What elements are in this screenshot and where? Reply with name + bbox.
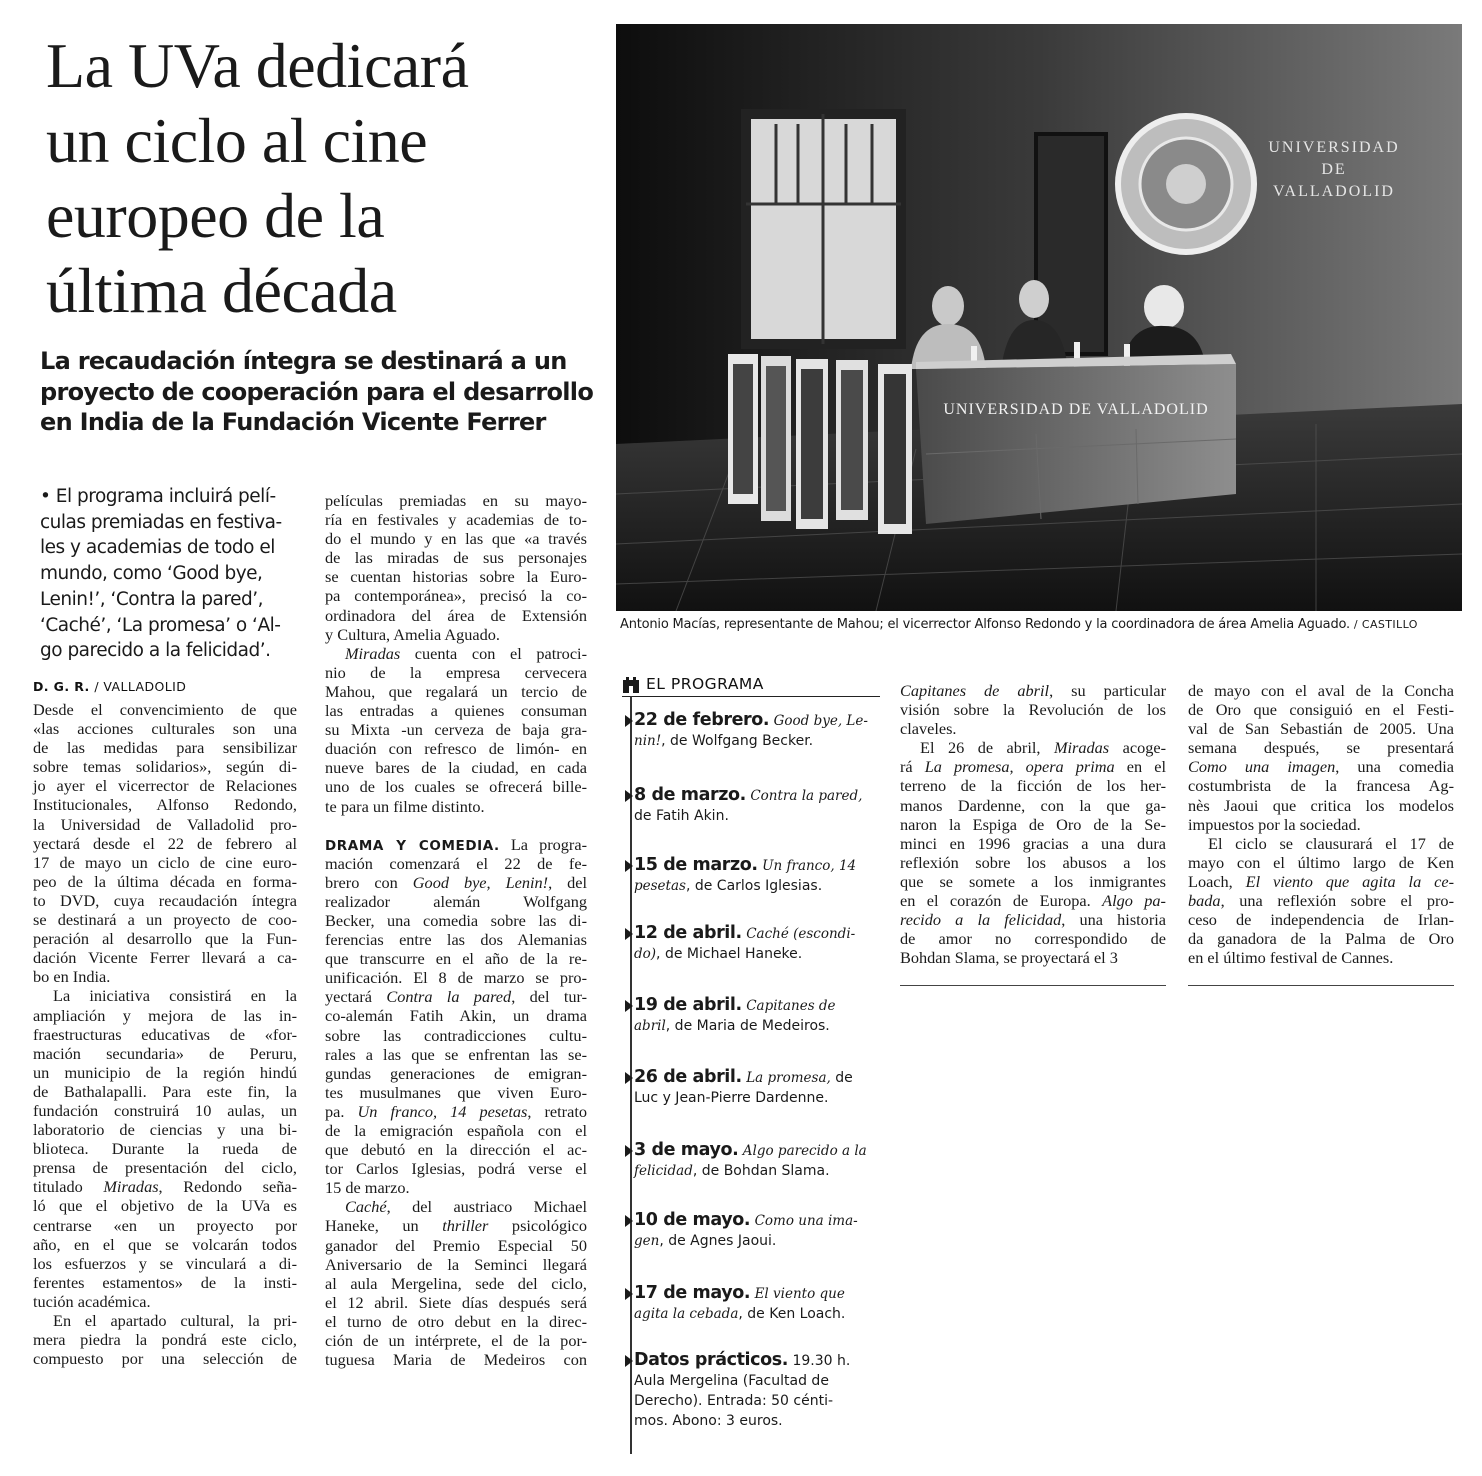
text-line: tor Carlos Iglesias, podrá verse el [325,1159,587,1179]
article-column-1 [33,700,297,1368]
text-line: un municipio de la región hindú [33,1062,297,1082]
program-film-cont: felicidad [634,1163,693,1179]
article-column-4 [1188,681,1454,967]
text-line: Desde el convencimiento de que [33,700,297,719]
headline [46,28,606,328]
text-line: Aniversario de la Seminci llegará [325,1254,587,1274]
text-line: co-alemán Fatih Akin, un drama [325,1006,587,1026]
program-item [634,995,878,1036]
text-line: ferentes estamentos» de la insti- [33,1272,297,1292]
text-line: impuestos por la sociedad. [1188,814,1361,834]
practical-line: Aula Mergelina (Facultad de [634,1373,829,1389]
text-line: al aula Mergelina, sede del ciclo, [325,1273,587,1293]
practical-heading: Datos prácticos. [634,1350,788,1370]
bullet-arrow-icon [625,1355,633,1367]
program-director: , de Maria de Medeiros. [665,1018,830,1034]
text-line: rá La promesa, opera prima en el [900,757,1166,777]
text-line: se destinará a un proyecto de coo- [33,910,297,930]
program-film-cont: agita la cebada [634,1306,739,1322]
bullet-arrow-icon [625,1072,633,1084]
text-line: Como una imagen, una comedia [1188,757,1454,777]
bullet-arrow-icon [625,860,633,872]
program-item [634,1210,878,1251]
text-line: yectará Contra la pared, del tur- [325,987,587,1007]
program-director: , de Michael Haneke. [656,946,803,962]
program-film: El viento que [754,1286,845,1302]
program-director: , de Wolfgang Becker. [661,733,814,749]
program-line-2 [634,1088,878,1108]
program-director: de Fatih Akin. [634,808,729,824]
program-line-1 [634,995,878,1016]
program-line-2 [634,806,878,826]
program-director: de [830,1070,853,1086]
text-line: rales a las que se enfrentan las se- [325,1044,587,1064]
text-line: La iniciativa consistirá en la [53,986,297,1006]
text-line: Miradas cuenta con el patroci- [345,643,587,663]
text-line: bo en India. [33,967,111,987]
lead-line: culas premiadas en festiva- [40,511,282,533]
text-line: la Universidad de Valladolid pro- [33,814,297,834]
text-line: de las miradas de sus personajes [325,548,587,568]
program-line-2 [634,1161,878,1181]
text-line: en el último festival de Cannes. [1188,948,1394,968]
program-director: Luc y Jean-Pierre Dardenne. [634,1090,829,1106]
practical-time: 19.30 h. [792,1353,851,1369]
program-line-1 [634,923,878,944]
text-line: fundación construirá 10 aulas, un [33,1100,297,1120]
text-line: y Cultura, Amelia Aguado. [325,624,500,644]
text-line: ceso de independencia de Irlan- [1188,910,1454,930]
program-date: 10 de mayo. [634,1210,751,1230]
text-line: do el mundo y en las que «a través [325,529,587,549]
text-line: de Oro que consiguió en el Festi- [1188,700,1454,720]
text-line: ampliación y mejora de las in- [33,1005,297,1025]
text-line: se cuentan historias sobre la Euro- [325,567,587,587]
program-line-1 [634,785,878,806]
bullet-arrow-icon [625,928,633,940]
text-line: que transcurre en el año de la re- [325,949,587,969]
headline-line: un ciclo al cine [46,105,428,176]
practical-line: mos. Abono: 3 euros. [634,1413,783,1429]
text-line: sobre temas solidarios», según di- [33,757,297,777]
text-line: nès Jaoui que critica los modelos [1188,795,1454,815]
text-line: claveles. [900,719,957,739]
article-column-3 [900,681,1166,967]
program-line-1 [634,1210,878,1231]
program-film-cont: gen [634,1233,660,1249]
text-line: terreno de la ficción de los her- [900,776,1166,796]
program-item [634,1283,878,1324]
text-line: visión sobre la Revolución de los [900,700,1166,720]
text-line: gundas generaciones de emigran- [325,1063,587,1083]
text-line: ló que el objetivo de la UVa es [33,1196,297,1216]
subtitle [40,346,600,438]
program-date: 26 de abril. [634,1067,742,1087]
photo-caption [620,617,1460,632]
program-film: Caché (escondi- [746,926,856,942]
program-film: Capitanes de [746,998,836,1014]
program-director: , de Bohdan Slama. [692,1163,830,1179]
text-line: su Mixta -un cerveza de baja gra- [325,720,587,740]
program-film-cont: do) [634,946,657,962]
program-sidebar [622,674,880,1454]
program-line-2 [634,944,878,964]
program-film: Como una ima- [754,1213,858,1229]
text-line: el 12 abril. Siete días después será [325,1292,587,1312]
practical-line: Derecho). Entrada: 50 cénti- [634,1393,834,1409]
text-line: ordinadora del área de Extensión [325,605,587,625]
text-line: mación comenzará el 22 de fe- [325,853,587,873]
text-line: duación con refresco de limón- en [325,739,587,759]
lead-line: go parecido a la felicidad’. [40,640,271,662]
lead-line: • El programa incluirá pelí- [40,486,276,507]
program-date: 19 de abril. [634,995,742,1015]
text-line: que se somete a los inmigrantes [900,871,1166,891]
caption-text: Antonio Macías, representante de Mahou; el vicerrector Alfonso Redondo y la coordinadora de área Amelia Aguado. [620,617,1350,632]
text-line: laboratorio de ciencias y una bi- [33,1120,297,1140]
program-date: 12 de abril. [634,923,742,943]
program-line-2 [634,731,878,751]
text-line: Loach, El viento que agita la ce- [1188,871,1454,891]
headline-line: última década [46,255,397,326]
program-line-2 [634,1231,878,1251]
program-date: 3 de mayo. [634,1140,739,1160]
bullet-arrow-icon [625,1000,633,1012]
byline [33,679,186,694]
text-line [325,835,587,854]
text-line: de Bathalapalli. Para este fin, la [33,1081,297,1101]
text-line: compuesto por una selección de [33,1349,297,1369]
desk-text: UNIVERSIDAD DE VALLADOLID [943,401,1209,418]
bullet-arrow-icon [625,1215,633,1227]
program-item [634,1140,878,1181]
program-line-1 [634,855,878,876]
program-line-1 [634,1283,878,1304]
headline-line: La UVa dedicará [46,30,469,101]
text-line: las entradas a quienes consuman [325,701,587,721]
text-line: ría en festivales y academias de to- [325,510,587,530]
program-film: Contra la pared, [750,788,863,804]
program-film-cont: abril [634,1018,666,1034]
castle-icon [622,675,640,697]
text-line: El ciclo se clausurará el 17 de [1208,833,1454,853]
subhead: DRAMA Y COMEDIA. [325,837,500,854]
program-line-2 [634,1016,878,1036]
text-line: yectará desde el 22 de febrero al [33,833,297,853]
photo-credit: / CASTILLO [1353,618,1418,631]
text-line: prensa de presentación del ciclo, [33,1158,297,1178]
text-line: val de San Sebastián de 2005. Una [1188,719,1454,739]
text-line: peración al desarrollo que la Fun- [33,929,297,949]
text-line: películas premiadas en su mayo- [325,491,587,510]
text-line: to DVD, cuya recaudación íntegra [33,890,297,910]
wall-text: UNIVERSIDAD [1268,139,1400,156]
text-line: unificación. El 8 de marzo se pro- [325,968,587,988]
lead-line: Lenin!’, ‘Contra la pared’, [40,588,263,610]
program-director: , de Agnes Jaoui. [659,1233,777,1249]
text-line: blioteca. Durante la rueda de [33,1139,297,1159]
program-film: Good bye, Le- [773,713,868,729]
text-line: ganador del Premio Especial 50 [325,1235,587,1255]
program-date: 17 de mayo. [634,1283,751,1303]
program-header [622,674,880,697]
program-film: La promesa, [746,1070,831,1086]
subtitle-line: en India de la Fundación Vicente Ferrer [40,408,546,436]
program-line-2 [634,1304,878,1324]
program-item [634,785,878,826]
program-item [634,710,878,751]
text-line: dación Vicente Ferrer llevará a ca- [33,948,297,968]
text-line: bada, una reflexión sobre el pro- [1188,891,1454,911]
text-line: mación secundaria» de Peruru, [33,1043,297,1063]
program-line-1 [634,1067,878,1088]
lead-line: ‘Caché’, ‘La promesa’ o ‘Al- [40,614,281,636]
text-line: mayo con el último largo de Ken [1188,852,1454,872]
text-line: reflexión sobre los abusos a los [900,852,1166,872]
text-line: semana después, se presentará [1188,738,1454,758]
wall-text: VALLADOLID [1273,183,1395,200]
lead-line: mundo, como ‘Good bye, [40,563,263,585]
text-line: fraestructuras educativas de «for- [33,1024,297,1044]
text-line: Institucionales, Alfonso Redondo, [33,795,297,815]
text-line: mera piedra la pondrá este ciclo, [33,1330,297,1350]
text-line: manos Dardenne, con la que ga- [900,795,1166,815]
text-line: el turno de otro debut en la direc- [325,1311,587,1331]
program-film: Algo parecido a la [742,1143,867,1159]
subtitle-line: La recaudación íntegra se destinará a un [40,347,567,375]
program-date: 22 de febrero. [634,710,770,730]
text-line: Capitanes de abril, su particular [900,681,1167,700]
program-film: Un franco, 14 [762,858,857,874]
text-line: 17 de mayo un ciclo de cine euro- [33,852,297,872]
column-end-rule [900,985,1166,986]
text-line: año, en el que se volcarán todos [33,1234,297,1254]
byline-place: / VALLADOLID [94,679,187,694]
text-line: que debutó en la dirección el ac- [325,1140,587,1160]
program-film-cont: pesetas [634,878,686,894]
text-line: Mahou, que regalará un tercio de [325,681,587,701]
text-line: Caché, del austriaco Michael [345,1197,587,1217]
text-line: te para un filme distinto. [325,796,485,816]
text-line: nueve bares de la ciudad, en cada [325,758,587,778]
text-line: pa contemporánea», precisó la co- [325,586,587,606]
text-line: de mayo con el aval de la Concha [1188,681,1454,700]
program-line-1 [634,710,878,731]
text-line: centrarse «en un proyecto por [33,1215,297,1235]
program-film-cont: nin! [634,733,662,749]
text-line: nio de la empresa cervecera [325,662,587,682]
practical-line [634,1350,878,1371]
headline-line: europeo de la [46,180,385,251]
press-conference-photo [616,24,1462,611]
text-line: En el apartado cultural, la pri- [53,1311,297,1330]
text-line: minci en 1996 gracias a una dura [900,833,1166,853]
text-line: El 26 de abril, Miradas acoge- [920,738,1167,758]
text-line: ferencias entre las dos Alemanias [325,930,587,950]
program-practical-info [634,1350,878,1431]
text-line: ción de un intérprete, el de la por- [325,1331,587,1351]
text-line: uno de los cuales se ofrecerá bille- [325,777,587,797]
text-line: Haneke, un thriller psicológico [325,1216,587,1236]
text-line: Becker, una comedia sobre las di- [325,910,587,930]
text-line: titulado Miradas, Redondo seña- [33,1177,297,1197]
program-line-1 [634,1140,878,1161]
program-item [634,855,878,896]
text-line: costumbrista de la francesa Ag- [1188,776,1454,796]
text-line: en el corazón de Europa. Algo pa- [900,891,1166,911]
bullet-arrow-icon [625,1145,633,1157]
program-item [634,923,878,964]
bullet-arrow-icon [625,790,633,802]
text-line: Bohdan Slama, se proyectará el 3 [900,948,1118,968]
text-line: tución académica. [33,1291,151,1311]
lead-line: les y academias de todo el [40,537,275,559]
program-item [634,1067,878,1108]
text-line: jo ayer el vicerrector de Relaciones [33,776,297,796]
program-date: 15 de marzo. [634,855,758,875]
text-line: de las medidas para sensibilizar [33,738,297,758]
program-date: 8 de marzo. [634,785,746,805]
program-title: EL PROGRAMA [646,675,764,693]
text-line: tes musulmanes que viven Euro- [325,1082,587,1102]
text-line: pa. Un franco, 14 pesetas, retrato [325,1101,587,1121]
bullet-arrow-icon [625,1288,633,1300]
spacer [325,816,587,835]
text-line: peo de la última década en forma- [33,871,297,891]
bullet-arrow-icon [625,715,633,727]
text-line: 15 de marzo. [325,1178,410,1198]
program-line-2 [634,876,878,896]
text-line-rest: La progra- [510,834,587,854]
text-line: recido a la felicidad, una historia [900,910,1166,930]
text-line: tuguesa Maria de Medeiros con [325,1350,587,1370]
column-end-rule [1188,985,1454,986]
text-line: naron la Espiga de Oro de la Se- [900,814,1166,834]
wall-text: DE [1321,161,1347,178]
text-line: de la emigración española con el [325,1121,587,1140]
text-line: los esfuerzos y se vinculará a di- [33,1253,297,1273]
subtitle-line: proyecto de cooperación para el desarrollo [40,377,594,406]
text-line: «las acciones culturales son una [33,719,297,739]
lead-summary [40,484,300,664]
program-director: , de Carlos Iglesias. [685,878,823,894]
byline-author: D. G. R. [33,679,90,694]
article-column-2 [325,491,587,1369]
text-line: realizador alemán Wolfgang [325,891,587,911]
text-line: da ganadora de la Palma de Oro [1188,929,1454,949]
program-director: , de Ken Loach. [738,1306,846,1322]
text-line: sobre las contradicciones cultu- [325,1025,587,1045]
text-line: de amor no correspondido de [900,929,1166,949]
text-line: brero con Good bye, Lenin!, del [325,872,588,892]
